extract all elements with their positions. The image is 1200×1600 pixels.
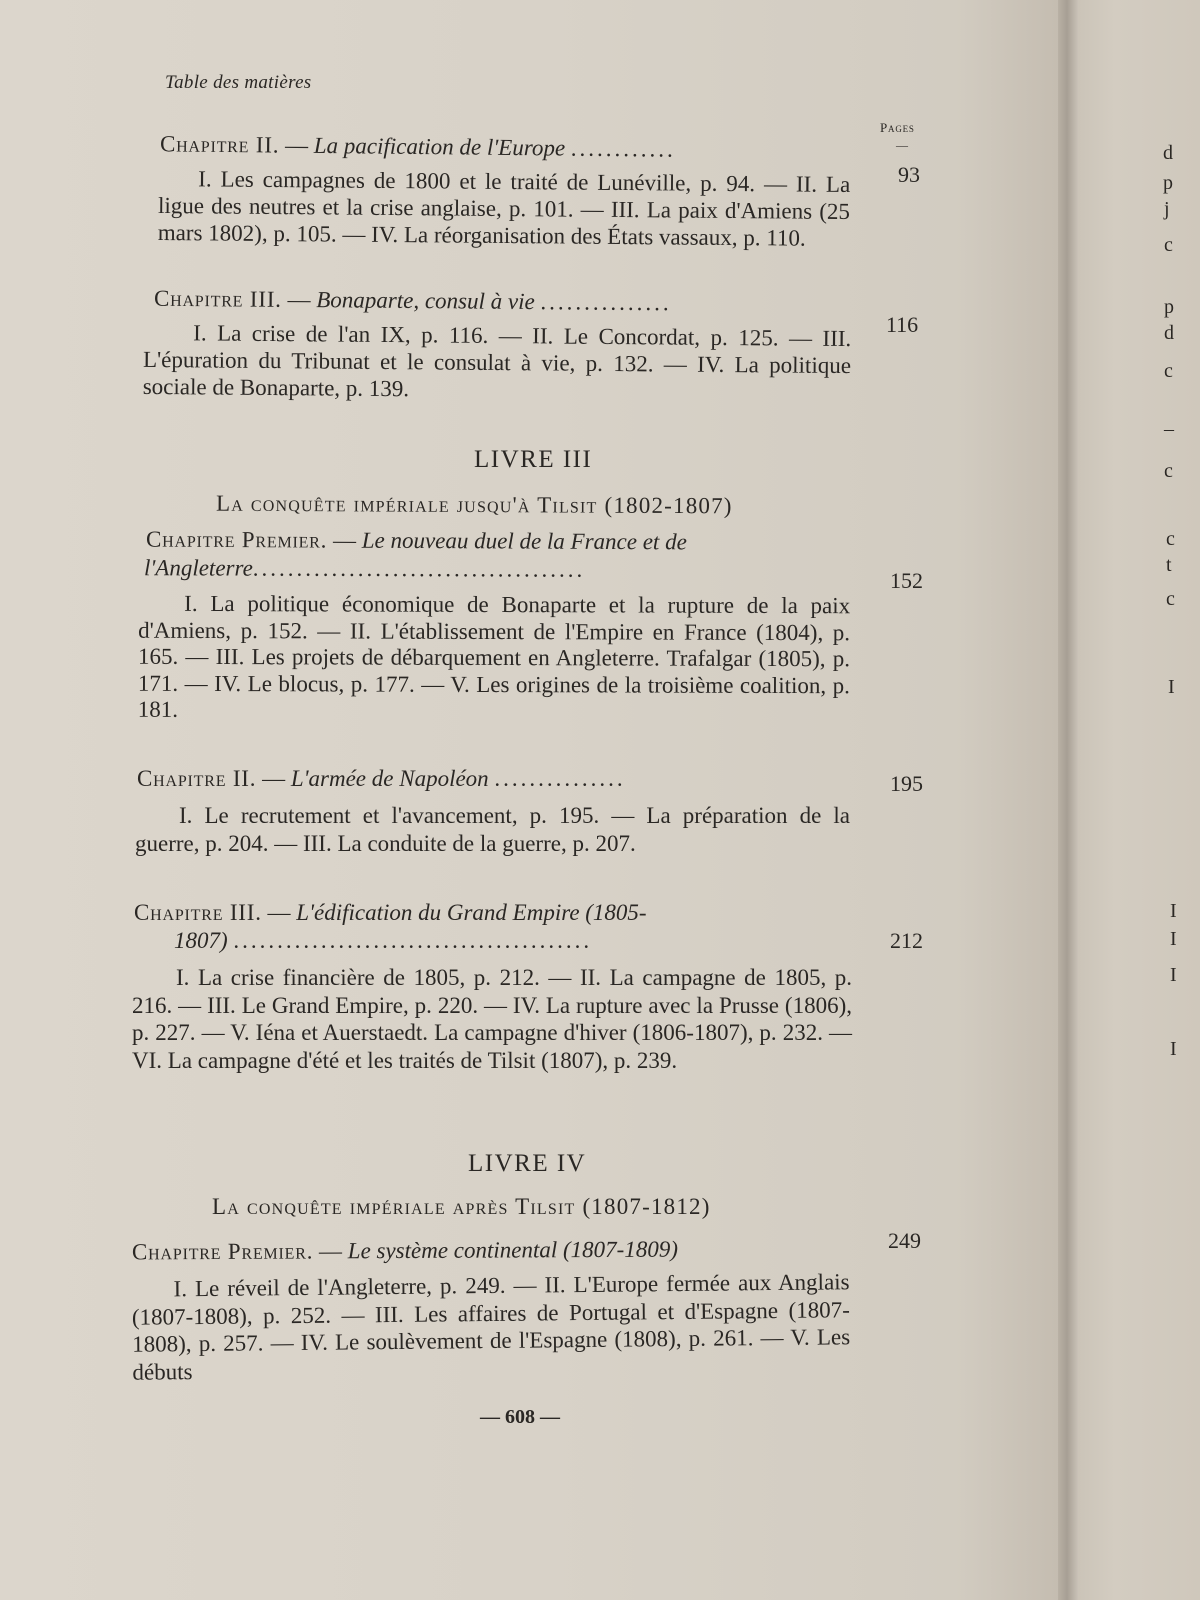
- chapter-title: L'armée de Napoléon: [290, 766, 489, 791]
- facing-page-letter: I: [1170, 928, 1177, 950]
- chapter-title: Bonaparte, consul à vie: [316, 287, 535, 315]
- book-gutter: [1058, 0, 1078, 1600]
- toc-entry-heading-cont: [144, 555, 585, 583]
- page-number: 152: [890, 568, 923, 593]
- chapter-number: Chapitre III.: [153, 285, 282, 312]
- chapter-number: Chapitre III.: [134, 900, 262, 925]
- livre-subtitle-text: La conquête impériale jusqu'à Tilsit: [215, 490, 598, 518]
- facing-page-letter: I: [1168, 676, 1175, 698]
- facing-page-letter: –: [1164, 418, 1174, 440]
- page-number: 93: [898, 162, 920, 187]
- toc-entry-heading: [132, 1237, 678, 1266]
- toc-entry-heading: [154, 286, 672, 317]
- facing-page-letter: p: [1163, 172, 1173, 194]
- chapter-summary: I. Le réveil de l'Angleterre, p. 249. — II. L'Europe fermée aux Anglais (1807-1808), p. 252. — III. Les affaires de Portugal et d'Espagne (1807-1808), p. 257. — IV. Le soulèvement de l'Espagne (1808), p. 261. — V. Les débuts: [131, 1269, 851, 1385]
- livre-years: (1807-1812): [582, 1194, 711, 1219]
- leader-dots: .........................................: [233, 928, 593, 953]
- facing-page-letter: I: [1170, 964, 1177, 986]
- leader-dots: ............: [570, 135, 676, 162]
- page-number: 116: [886, 312, 919, 337]
- chapter-number: Chapitre Premier.: [131, 1238, 314, 1265]
- chapter-summary: I. Les campagnes de 1800 et le traité de Lunéville, p. 94. — II. La ligue des neutres et la crise anglaise, p. 101. — III. La paix d'Amiens (25 mars 1802), p. 105. — IV. La réorganisation des États vassaux, p. 110.: [157, 166, 851, 251]
- livre-heading: LIVRE III: [474, 446, 593, 473]
- chapter-dash: —: [281, 286, 317, 313]
- chapter-dash: —: [313, 1238, 348, 1264]
- toc-entry-heading: [137, 766, 626, 792]
- facing-page-letter: t: [1166, 554, 1172, 576]
- livre-subtitle-text: La conquête impériale après Tilsit: [212, 1194, 576, 1219]
- pages-column-dash: —: [896, 138, 908, 152]
- livre-heading: LIVRE IV: [468, 1150, 587, 1177]
- chapter-title-cont: l'Angleterre: [143, 555, 253, 581]
- facing-page-letter: c: [1166, 588, 1175, 610]
- toc-entry-heading-cont: [174, 928, 592, 954]
- facing-page-edge: [1078, 0, 1200, 1600]
- leader-dots: ......................................: [252, 555, 586, 582]
- pages-column-label: Pages: [880, 120, 915, 135]
- livre-years: (1802-1807): [604, 492, 733, 519]
- livre-subtitle: [216, 491, 733, 520]
- facing-page-letter: p: [1164, 296, 1174, 318]
- toc-entry-heading: [134, 900, 647, 926]
- chapter-title-cont: 1807): [174, 928, 228, 953]
- chapter-dash: —: [256, 766, 291, 791]
- chapter-summary: I. Le recrutement et l'avancement, p. 195. — La préparation de la guerre, p. 204. — III. La conduite de la guerre, p. 207.: [135, 803, 850, 856]
- page-number: 212: [890, 928, 923, 953]
- leader-dots: ...............: [494, 766, 626, 791]
- facing-page-letter: c: [1166, 528, 1175, 550]
- running-header: Table des matières: [165, 72, 312, 93]
- leader-dots: ...............: [540, 289, 672, 316]
- chapter-summary: I. La crise de l'an IX, p. 116. — II. Le Concordat, p. 125. — III. L'épuration du Tribunat et le consulat à vie, p. 132. — IV. La politique sociale de Bonaparte, p. 139.: [142, 320, 852, 402]
- chapter-number: Chapitre II.: [159, 131, 280, 158]
- chapter-dash: —: [279, 132, 314, 158]
- facing-page-letter: I: [1170, 900, 1177, 922]
- chapter-number: Chapitre II.: [137, 766, 257, 791]
- facing-page-letter: c: [1164, 360, 1173, 382]
- chapter-title: Le système continental (1807-1809): [347, 1236, 679, 1264]
- page-number: 195: [890, 771, 923, 796]
- chapter-dash: —: [327, 527, 362, 553]
- toc-entry-heading: [146, 527, 687, 556]
- facing-page-letter: c: [1164, 460, 1173, 482]
- livre-subtitle: [212, 1194, 711, 1220]
- chapter-title: La pacification de l'Europe: [313, 132, 566, 161]
- chapter-dash: —: [261, 900, 297, 925]
- chapter-summary: I. La politique économique de Bonaparte et la rupture de la paix d'Amiens, p. 152. — II. L'établissement de l'Empire en France (1804), p. 165. — III. Les projets de débarquement en Angleterre. Trafalgar (1805), p. 171. — IV. Le blocus, p. 177. — V. Les origines de la troisième coalition, p. 181.: [137, 590, 851, 722]
- facing-page-letter: I: [1170, 1038, 1177, 1060]
- page-number: 249: [888, 1228, 921, 1253]
- facing-page-letter: j: [1164, 198, 1170, 220]
- facing-page-letter: d: [1164, 322, 1174, 344]
- facing-page-letter: c: [1164, 234, 1173, 256]
- chapter-number: Chapitre Premier.: [145, 526, 328, 553]
- chapter-title: Le nouveau duel de la France et de: [361, 527, 687, 555]
- facing-page-letter: d: [1163, 142, 1173, 164]
- page-footer-number: — 608 —: [480, 1406, 560, 1428]
- toc-entry-heading: [160, 131, 676, 162]
- chapter-summary: I. La crise financière de 1805, p. 212. — II. La campagne de 1805, p. 216. — III. Le Grand Empire, p. 220. — IV. La rupture avec la Prusse (1806), p. 227. — V. Iéna et Auerstaedt. La campagne d'hiver (1806-1807), p. 232. — VI. La campagne d'été et les traités de Tilsit (1807), p. 239.: [132, 965, 852, 1073]
- chapter-title: L'édification du Grand Empire (1805-: [296, 900, 647, 925]
